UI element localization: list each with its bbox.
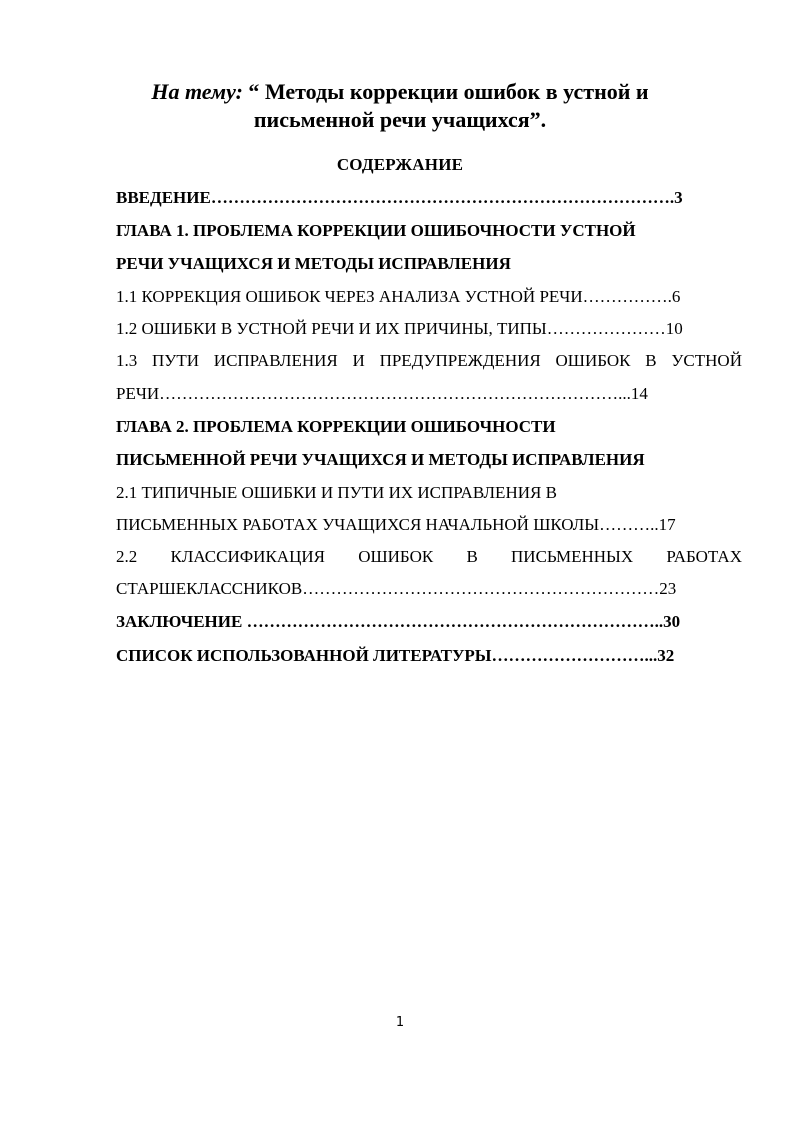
toc-entry-chapter-2-line-2: ПИСЬМЕННОЙ РЕЧИ УЧАЩИХСЯ И МЕТОДЫ ИСПРАВЛЕНИЯ [116, 450, 645, 469]
toc-entry-conclusion: ЗАКЛЮЧЕНИЕ ………………………………………………………………..30 [116, 612, 681, 631]
toc-entry-section-2-1-line-2: ПИСЬМЕННЫХ РАБОТАХ УЧАЩИХСЯ НАЧАЛЬНОЙ ШКОЛЫ………..17 [116, 515, 676, 534]
toc-entry-section-1-2: 1.2 ОШИБКИ В УСТНОЙ РЕЧИ И ИХ ПРИЧИНЫ, ТИПЫ…………………10 [116, 319, 683, 338]
toc-entry-chapter-1-line-2: РЕЧИ УЧАЩИХСЯ И МЕТОДЫ ИСПРАВЛЕНИЯ [116, 254, 511, 273]
toc-entry-section-2-2-line-1: 2.2 КЛАССИФИКАЦИЯ ОШИБОК В ПИСЬМЕННЫХ РАБОТАХ [116, 547, 742, 566]
toc-entry-section-1-3-line-1: 1.3 ПУТИ ИСПРАВЛЕНИЯ И ПРЕДУПРЕЖДЕНИЯ ОШИБОК В УСТНОЙ [116, 351, 742, 370]
contents-heading: СОДЕРЖАНИЕ [336, 155, 464, 174]
title-lead: На тему: [151, 79, 243, 104]
title-line-2: письменной речи учащихся”. [253, 107, 547, 132]
toc-entry-section-1-3-line-2: РЕЧИ………………………………………………………………………...14 [116, 384, 648, 403]
toc-entry-section-2-1-line-1: 2.1 ТИПИЧНЫЕ ОШИБКИ И ПУТИ ИХ ИСПРАВЛЕНИЯ В [116, 483, 557, 502]
toc-entry-section-2-2-line-2: СТАРШЕКЛАССНИКОВ………………………………………………………23 [116, 579, 677, 598]
page-number: 1 [395, 1015, 405, 1030]
toc-entry-bibliography: СПИСОК ИСПОЛЬЗОВАННОЙ ЛИТЕРАТУРЫ………………………...32 [116, 646, 675, 665]
toc-entry-section-1-1: 1.1 КОРРЕКЦИЯ ОШИБОК ЧЕРЕЗ АНАЛИЗА УСТНОЙ РЕЧИ…………….6 [116, 287, 681, 306]
toc-entry-introduction: ВВЕДЕНИЕ……………………………………………………………………….3 [116, 188, 683, 207]
title-text-part-1: “ Методы коррекции ошибок в устной и [242, 79, 649, 104]
toc-entry-chapter-1-line-1: ГЛАВА 1. ПРОБЛЕМА КОРРЕКЦИИ ОШИБОЧНОСТИ УСТНОЙ [116, 221, 636, 240]
title-line-1 [0, 77, 800, 107]
toc-entry-chapter-2-line-1: ГЛАВА 2. ПРОБЛЕМА КОРРЕКЦИИ ОШИБОЧНОСТИ [116, 417, 556, 436]
